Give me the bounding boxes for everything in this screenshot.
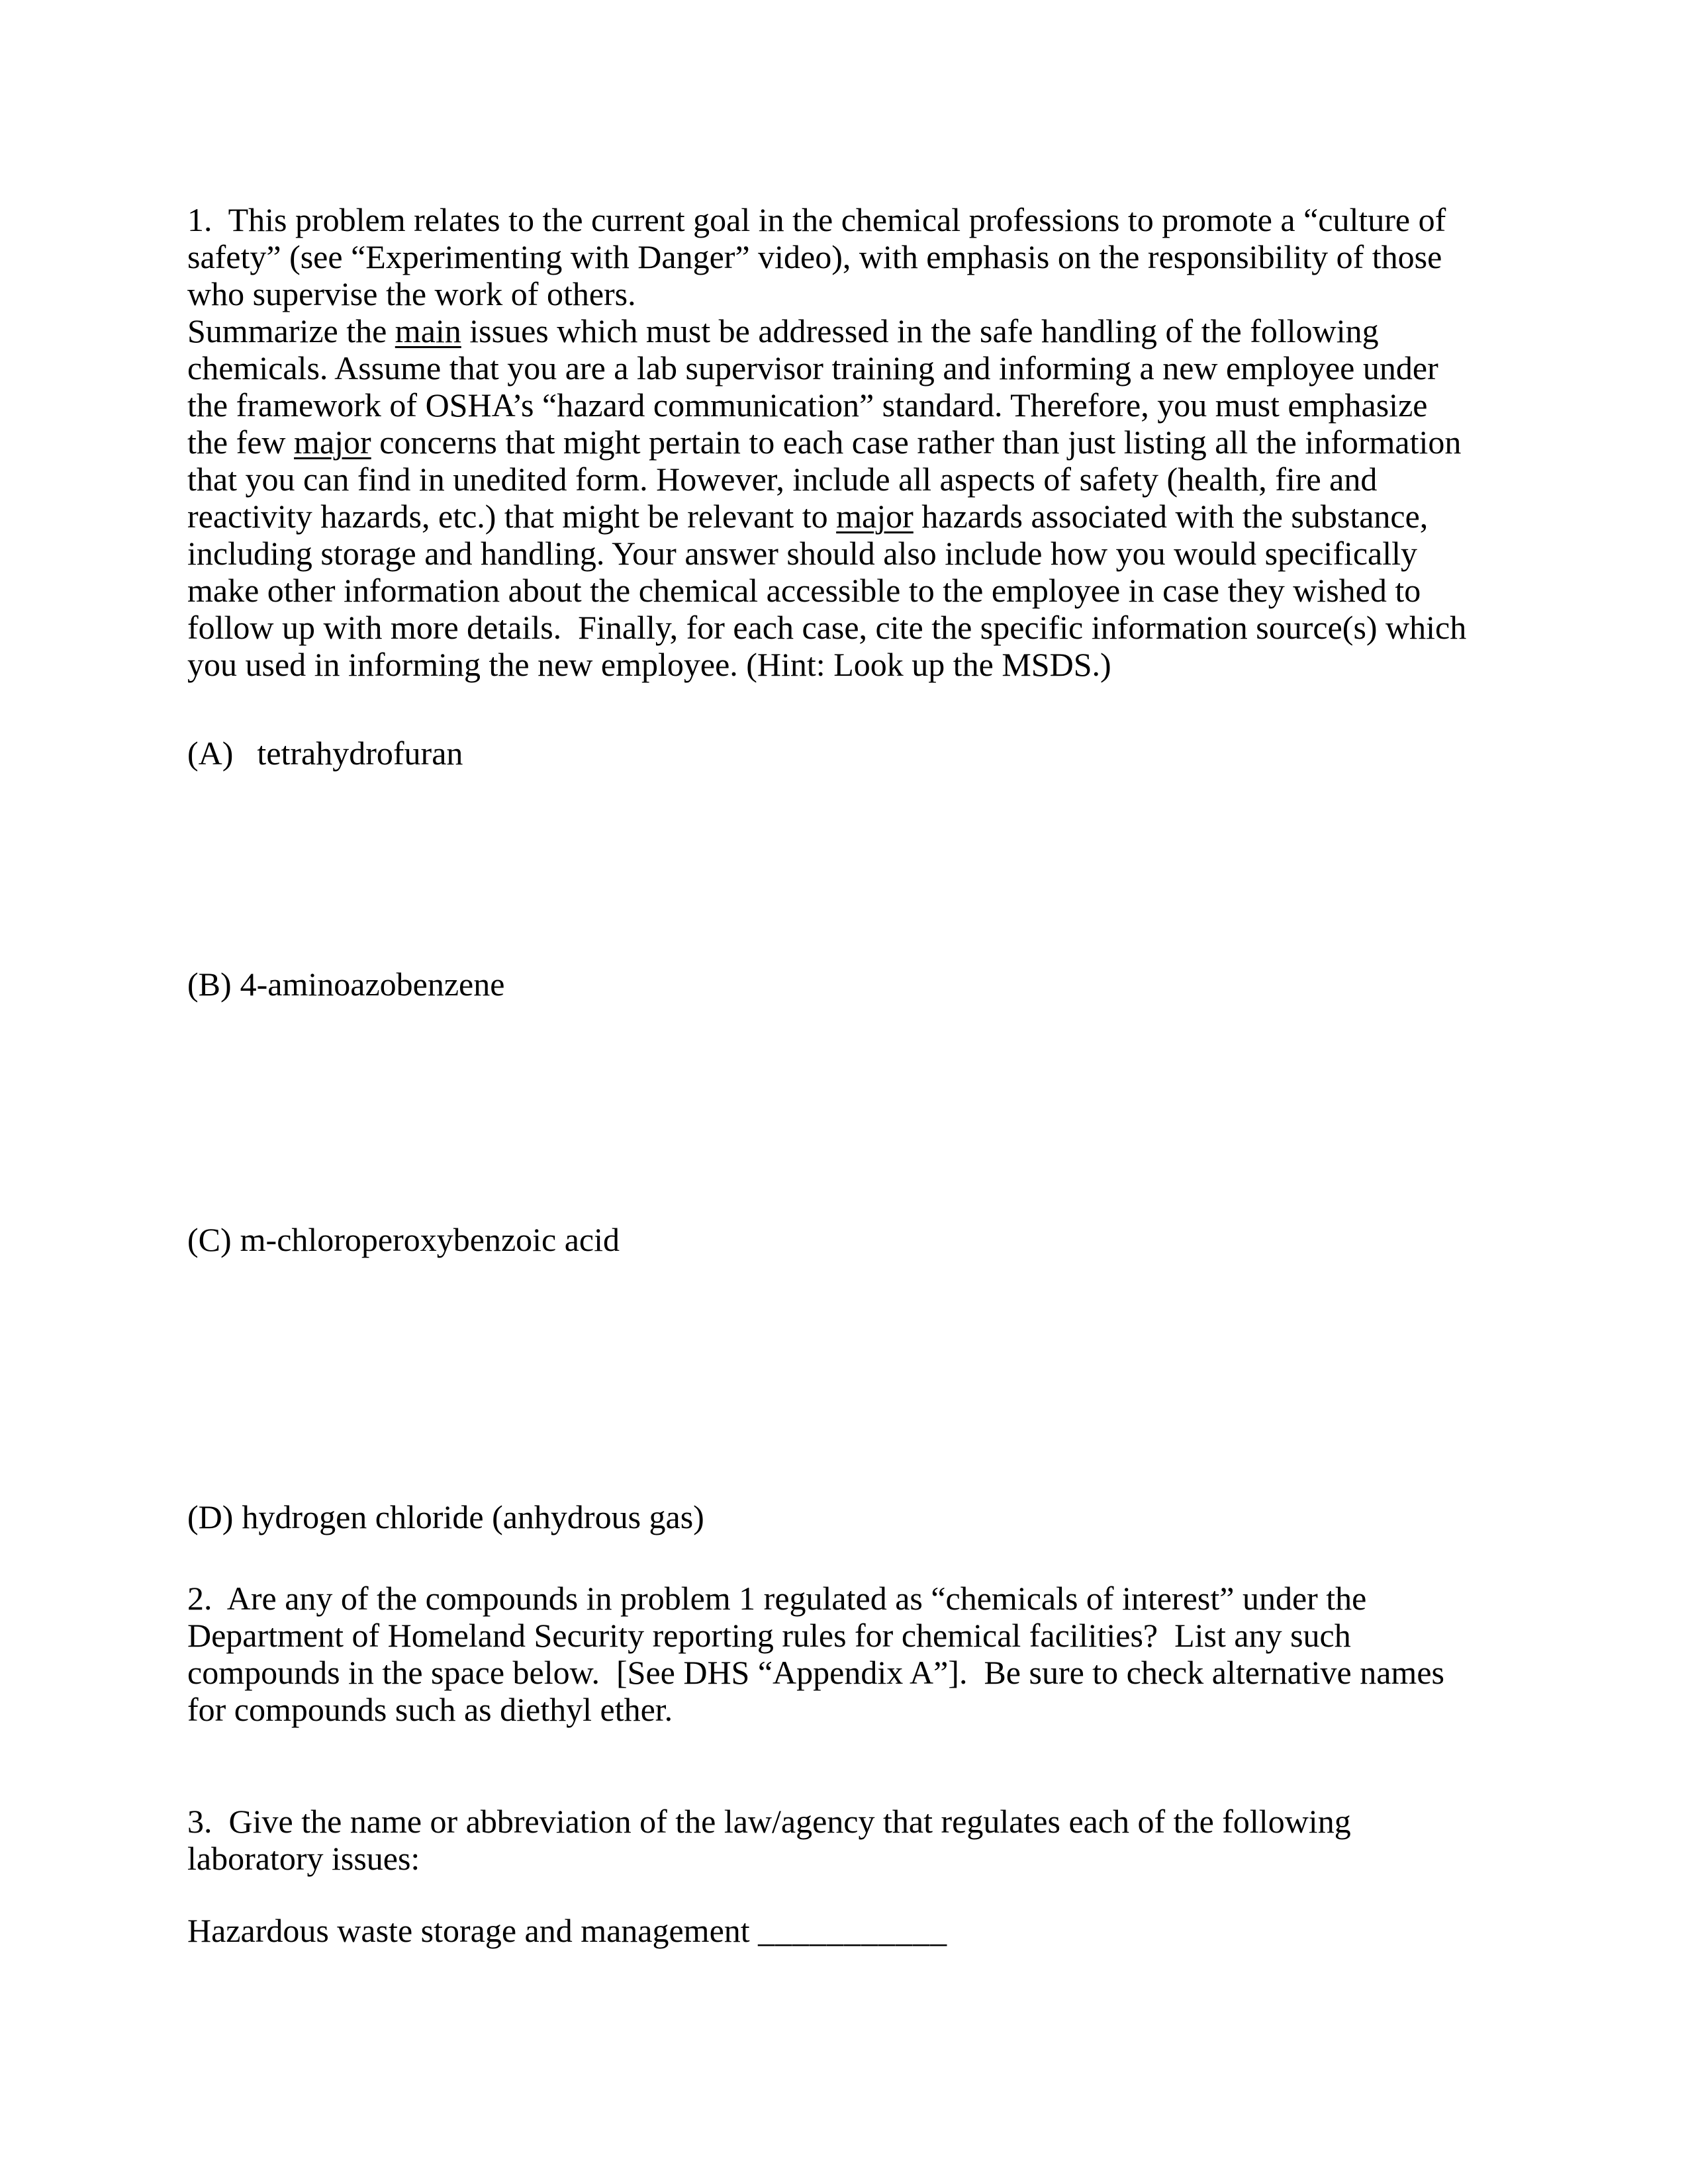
text-line	[187, 275, 1544, 312]
text-segment: make other information about the chemical accessible to the employee in case they wished to	[187, 572, 1421, 609]
item-d	[187, 1498, 1544, 1535]
fill-in-blank: ___________	[758, 1912, 948, 1949]
text-line	[187, 387, 1544, 424]
problem-2-paragraph	[187, 1580, 1544, 1728]
text-line	[187, 1580, 1544, 1617]
text-line	[187, 609, 1544, 646]
text-segment: follow up with more details. Finally, for each case, cite the specific information source(s) which	[187, 609, 1467, 646]
text-segment: laboratory issues:	[187, 1840, 420, 1877]
item-b	[187, 966, 1544, 1003]
underlined-word-major: major	[836, 498, 914, 535]
text-segment: concerns that might pertain to each case rather than just listing all the information	[371, 424, 1462, 461]
item-a	[187, 735, 1544, 772]
item-a-label: (A)	[187, 735, 234, 772]
text-line	[187, 498, 1544, 535]
text-segment: 1. This problem relates to the current goal in the chemical professions to promote a “culture of	[187, 201, 1446, 238]
text-segment: chemicals. Assume that you are a lab supervisor training and informing a new employee under	[187, 349, 1438, 387]
text-segment: 3. Give the name or abbreviation of the law/agency that regulates each of the following	[187, 1803, 1351, 1840]
text-line	[187, 1691, 1544, 1728]
item-c-chemical-name: m-chloroperoxybenzoic acid	[240, 1221, 620, 1258]
fill-in-label: Hazardous waste storage and management	[187, 1912, 759, 1949]
item-b-chemical-name: 4-aminoazobenzene	[240, 966, 505, 1003]
text-line	[187, 461, 1544, 498]
text-segment: reactivity hazards, etc.) that might be relevant to	[187, 498, 837, 535]
text-segment: hazards associated with the substance,	[913, 498, 1429, 535]
fill-in-line	[187, 1912, 1544, 1949]
text-line	[187, 1654, 1544, 1691]
item-d-label: (D)	[187, 1498, 234, 1535]
text-segment: Summarize the	[187, 312, 395, 349]
text-line	[187, 312, 1544, 349]
text-segment: Department of Homeland Security reporting rules for chemical facilities? List any such	[187, 1617, 1351, 1654]
underlined-word-major: major	[294, 424, 371, 461]
problem-1-paragraph	[187, 201, 1544, 683]
text-segment: who supervise the work of others.	[187, 275, 636, 312]
problem-3-paragraph	[187, 1803, 1544, 1877]
text-line	[187, 238, 1544, 275]
text-segment: compounds in the space below. [See DHS “Appendix A”]. Be sure to check alternative names	[187, 1654, 1444, 1691]
text-line	[187, 201, 1544, 238]
text-line	[187, 1840, 1544, 1877]
text-segment: that you can find in unedited form. However, include all aspects of safety (health, fire and	[187, 461, 1378, 498]
item-b-label: (B)	[187, 966, 232, 1003]
text-line	[187, 349, 1544, 387]
text-segment: for compounds such as diethyl ether.	[187, 1691, 673, 1728]
text-line	[187, 1803, 1544, 1840]
item-d-chemical-name: hydrogen chloride (anhydrous gas)	[242, 1498, 704, 1535]
underlined-word-main: main	[395, 312, 461, 349]
text-segment: you used in informing the new employee. (Hint: Look up the MSDS.)	[187, 646, 1111, 683]
text-segment: safety” (see “Experimenting with Danger” video), with emphasis on the responsibility of those	[187, 238, 1442, 275]
text-segment: issues which must be addressed in the safe handling of the following	[461, 312, 1379, 349]
text-line	[187, 572, 1544, 609]
text-line	[187, 424, 1544, 461]
text-segment: including storage and handling. Your answer should also include how you would specifically	[187, 535, 1418, 572]
item-a-chemical-name: tetrahydrofuran	[257, 735, 463, 772]
item-c-label: (C)	[187, 1221, 232, 1258]
text-segment: the few	[187, 424, 295, 461]
text-line	[187, 646, 1544, 683]
text-line	[187, 1617, 1544, 1654]
item-c	[187, 1221, 1544, 1258]
text-segment: 2. Are any of the compounds in problem 1 regulated as “chemicals of interest” under the	[187, 1580, 1367, 1617]
text-line	[187, 535, 1544, 572]
text-segment: the framework of OSHA’s “hazard communication” standard. Therefore, you must emphasize	[187, 387, 1428, 424]
